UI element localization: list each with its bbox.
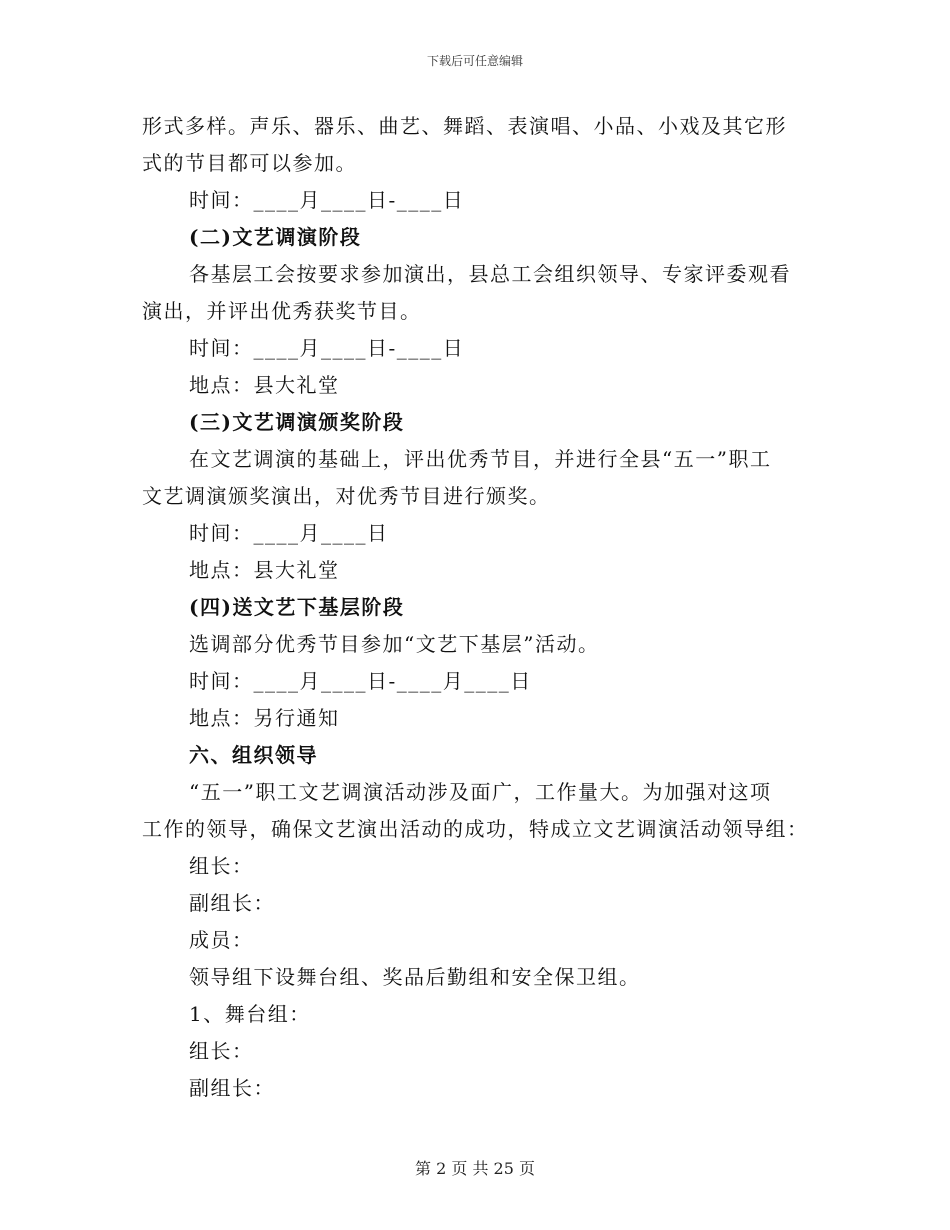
text-line: 副组长： <box>189 891 275 915</box>
text-line: 组长： <box>189 854 254 878</box>
text-line: 组长： <box>189 1039 254 1063</box>
text-line: 1、舞台组： <box>189 1002 311 1026</box>
text-line: 工作的领导，确保文艺演出活动的成功，特成立文艺调演活动领导组： <box>142 817 809 841</box>
text-line: 选调部分优秀节目参加“文艺下基层”活动。 <box>189 632 600 656</box>
page-footer: 第 2 页 共 25 页 <box>415 1159 535 1178</box>
text-line: 各基层工会按要求参加演出，县总工会组织领导、专家评委观看 <box>189 262 791 286</box>
text-line: 文艺调演颁奖演出，对优秀节目进行颁奖。 <box>142 484 551 508</box>
text-line: 时间：____月____日-____日 <box>189 188 465 212</box>
document-body <box>142 108 812 1107</box>
section-heading: (三)文艺调演颁奖阶段 <box>189 410 405 434</box>
text-line: 时间：____月____日-____月____日 <box>189 669 532 693</box>
text-line: “五一”职工文艺调演活动涉及面广，工作量大。为加强对这项 <box>189 780 772 804</box>
text-line: 地点：另行通知 <box>189 706 340 730</box>
text-line: 演出，并评出优秀获奖节目。 <box>142 299 422 323</box>
text-line: 时间：____月____日-____日 <box>189 336 465 360</box>
text-line: 副组长： <box>189 1076 275 1100</box>
section-heading: 六、组织领导 <box>189 743 318 767</box>
text-line: 式的节目都可以参加。 <box>142 151 357 175</box>
text-line: 地点：县大礼堂 <box>189 373 340 397</box>
text-line: 领导组下设舞台组、奖品后勤组和安全保卫组。 <box>189 965 641 989</box>
section-heading: (四)送文艺下基层阶段 <box>189 595 405 619</box>
text-line: 成员： <box>189 928 254 952</box>
page-header: 下载后可任意编辑 <box>426 54 523 68</box>
section-heading: (二)文艺调演阶段 <box>189 225 362 249</box>
text-line: 形式多样。声乐、器乐、曲艺、舞蹈、表演唱、小品、小戏及其它形 <box>142 114 787 138</box>
text-line: 在文艺调演的基础上，评出优秀节目，并进行全县“五一”职工 <box>189 447 772 471</box>
text-line: 时间：____月____日 <box>189 521 389 545</box>
text-line: 地点：县大礼堂 <box>189 558 340 582</box>
